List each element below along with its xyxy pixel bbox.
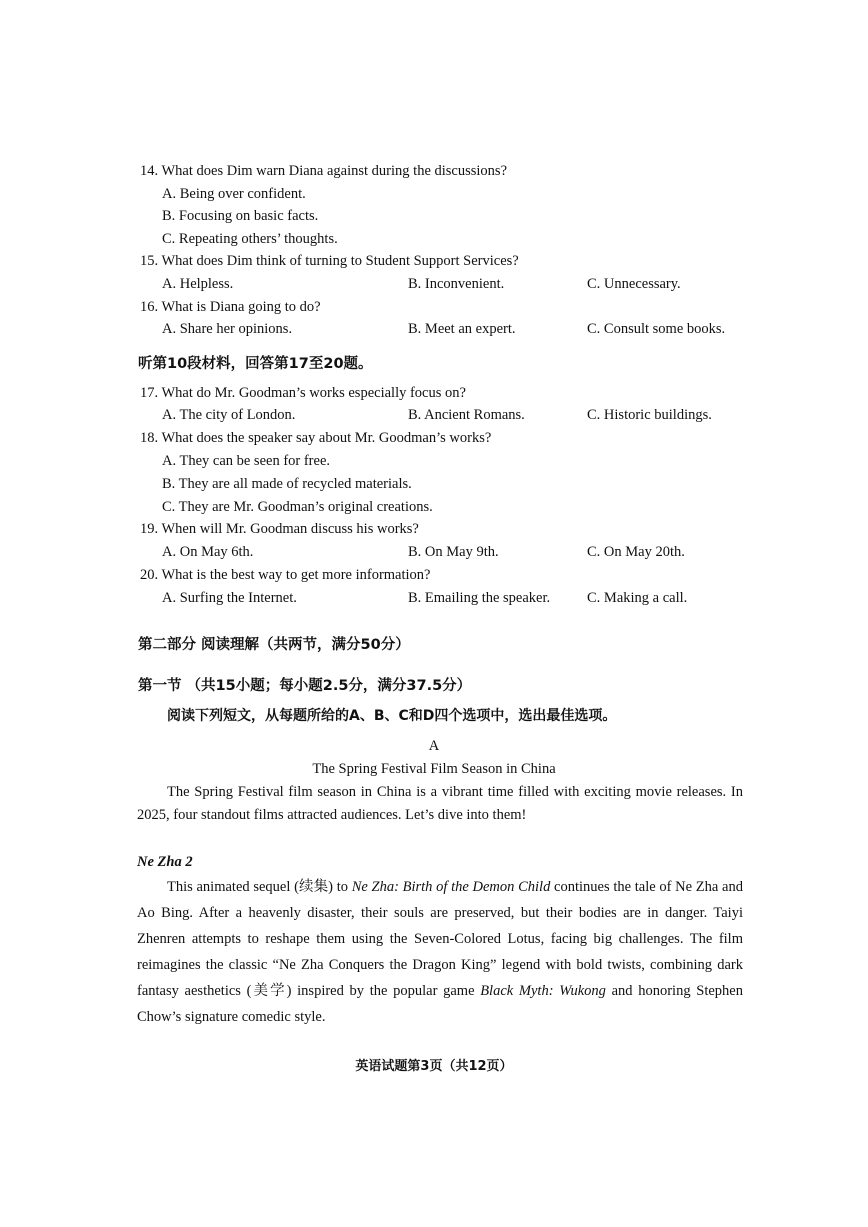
option-16b: B. Meet an expert. <box>408 321 516 337</box>
question-text: When will Mr. Goodman discuss his works? <box>161 521 419 537</box>
option-14c: C. Repeating others’ thoughts. <box>162 231 338 247</box>
text-segment: and honoring Stephen Chow’s signature comedic style. <box>137 983 743 1025</box>
passage-title: The Spring Festival Film Season in China <box>312 761 556 777</box>
section-one-heading: 第一节 （共15小题；每小题2.5分，满分37.5分） <box>138 678 472 694</box>
question-number: 19. <box>140 521 159 537</box>
option-20b: B. Emailing the speaker. <box>408 590 551 606</box>
question-15 <box>140 251 519 271</box>
question-number: 15. <box>140 253 159 269</box>
part-two-heading: 第二部分 阅读理解（共两节，满分50分） <box>138 637 410 653</box>
question-number: 18. <box>140 430 159 446</box>
question-number: 16. <box>140 299 159 315</box>
passage-intro: The Spring Festival film season in China is a vibrant time filled with exciting movie releases. In 2025, four standout films attracted audiences. Let’s dive into them! <box>137 784 743 823</box>
option-19b: B. On May 9th. <box>408 544 499 560</box>
question-text: What do Mr. Goodman’s works especially focus on? <box>161 385 466 401</box>
option-18b: B. They are all made of recycled materials. <box>162 476 412 492</box>
film-paragraph-ne-zha-2 <box>137 874 743 1030</box>
option-14a: A. Being over confident. <box>162 186 306 202</box>
material-10-instruction: 听第10段材料，回答第17至20题。 <box>138 356 373 372</box>
question-16 <box>140 297 321 317</box>
option-20a: A. Surfing the Internet. <box>162 590 297 606</box>
option-15c: C. Unnecessary. <box>587 276 681 292</box>
option-18c: C. They are Mr. Goodman’s original creations. <box>162 499 433 515</box>
question-18 <box>140 428 491 448</box>
option-19c: C. On May 20th. <box>587 544 685 560</box>
option-15b: B. Inconvenient. <box>408 276 505 292</box>
question-text: What does the speaker say about Mr. Goodman’s works? <box>161 430 492 446</box>
question-19 <box>140 519 419 539</box>
italic-film-name: Ne Zha: Birth of the Demon Child <box>351 879 551 895</box>
question-text: What is Diana going to do? <box>161 299 321 315</box>
text-segment: This animated sequel (续集) to <box>167 879 352 895</box>
reading-instruction: 阅读下列短文，从每题所给的A、B、C和D四个选项中，选出最佳选项。 <box>167 708 617 724</box>
question-14 <box>140 161 507 181</box>
question-number: 14. <box>140 163 159 179</box>
option-19a: A. On May 6th. <box>162 544 254 560</box>
question-text: What is the best way to get more information? <box>161 567 431 583</box>
option-17b: B. Ancient Romans. <box>408 407 525 423</box>
option-16c: C. Consult some books. <box>587 321 726 337</box>
question-number: 20. <box>140 567 159 583</box>
text-segment: continues the tale of Ne Zha and Ao Bing. After a heavenly disaster, their souls are preserved, but their bodies are in danger. Taiyi Zhenren attempts to reshape them using the Seven-Colored Lotus, facing big challenges. The film reimagines the classic “Ne Zha Conquers the Dragon King” legend with bold twists, combining dark fantasy aesthetics (美学) inspired by the popular game <box>137 879 743 999</box>
page-footer: 英语试题第3页（共12页） <box>355 1059 513 1074</box>
question-number: 17. <box>140 385 159 401</box>
italic-game-name: Black Myth: Wukong <box>480 983 606 999</box>
option-14b: B. Focusing on basic facts. <box>162 208 319 224</box>
option-16a: A. Share her opinions. <box>162 321 293 337</box>
passage-letter: A <box>428 738 440 754</box>
question-text: What does Dim think of turning to Student Support Services? <box>161 253 519 269</box>
question-17 <box>140 383 466 403</box>
question-text: What does Dim warn Diana against during the discussions? <box>161 163 508 179</box>
option-18a: A. They can be seen for free. <box>162 453 331 469</box>
option-17a: A. The city of London. <box>162 407 296 423</box>
option-15a: A. Helpless. <box>162 276 234 292</box>
film-title-ne-zha-2: Ne Zha 2 <box>137 854 193 870</box>
question-20 <box>140 565 430 585</box>
option-17c: C. Historic buildings. <box>587 407 712 423</box>
option-20c: C. Making a call. <box>587 590 688 606</box>
